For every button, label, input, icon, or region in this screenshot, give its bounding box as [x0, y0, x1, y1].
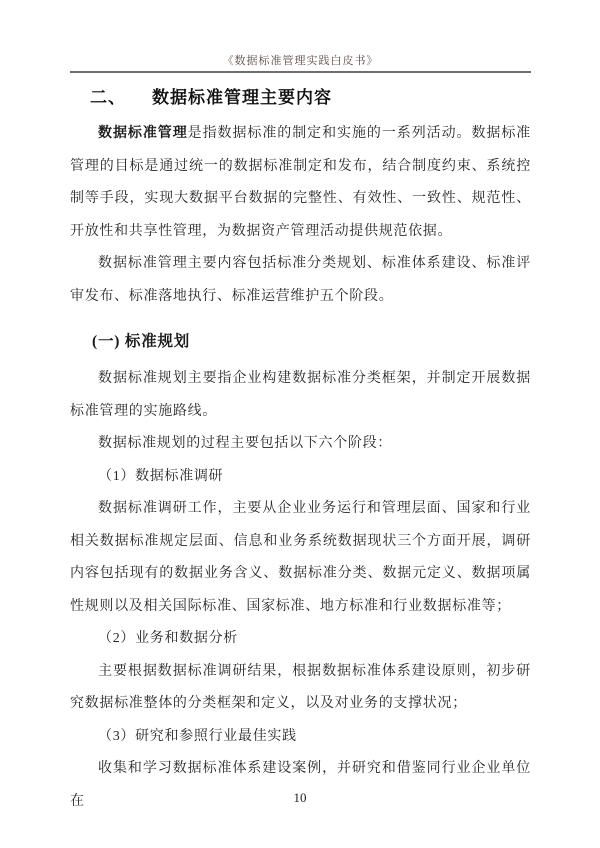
paragraph-planning-definition: 数据标准规划主要指企业构建数据标准分类框架，并制定开展数据标准管理的实施路线。 — [70, 371, 531, 419]
paragraph-overview: 数据标准管理主要内容包括标准分类规划、标准体系建设、标准评审发布、标准落地执行、标准运营维护五个阶段。 — [70, 256, 531, 304]
subsection-heading: (一) 标准规划 — [92, 333, 191, 350]
paragraph-intro — [70, 118, 531, 248]
paragraph-best-practice-detail: 收集和学习数据标准体系建设案例，并研究和借鉴同行业企业单位在 — [70, 761, 531, 809]
page-footer — [0, 790, 600, 806]
page-header — [70, 54, 531, 73]
paragraph-stages-intro: 数据标准规划的过程主要包括以下六个阶段： — [98, 436, 392, 451]
paragraph-analysis-detail: 主要根据数据标准调研结果，根据数据标准体系建设原则，初步研究数据标准整体的分类框架和定义，以及对业务的支撑状况； — [70, 663, 531, 711]
list-item-1-heading: （1）数据标准调研 — [98, 468, 224, 484]
paragraph-research-detail: 数据标准调研工作，主要从企业业务运行和管理层面、国家和行业相关数据标准规定层面、信息和业务系统数据现状三个方面开展，调研内容包括现有的数据业务含义、数据标准分类、数据元定义、数据项属性规则以及相关国际标准、国家标准、地方标准和行业数据标准等； — [70, 501, 531, 614]
section-heading — [90, 86, 531, 110]
header-title: 《数据标准管理实践白皮书》 — [222, 55, 379, 67]
page-number: 10 — [293, 790, 307, 805]
section-number: 二、 — [90, 88, 126, 107]
paragraph-text: 是指数据标准的制定和实施的一系列活动。数据标准管理的目标是通过统一的数据标准制定和发布，结合制度约束、系统控制等手段，实现大数据平台数据的完整性、有效性、一致性、规范性、开放性和共享性管理，为数据资产管理活动提供规范依据。 — [70, 126, 531, 239]
bold-term: 数据标准管理 — [98, 126, 188, 141]
list-item-3-heading: （3）研究和参照行业最佳实践 — [98, 728, 297, 744]
section-title: 数据标准管理主要内容 — [152, 88, 332, 107]
page-content — [70, 86, 531, 818]
list-item-2-heading: （2）业务和数据分析 — [98, 631, 238, 646]
